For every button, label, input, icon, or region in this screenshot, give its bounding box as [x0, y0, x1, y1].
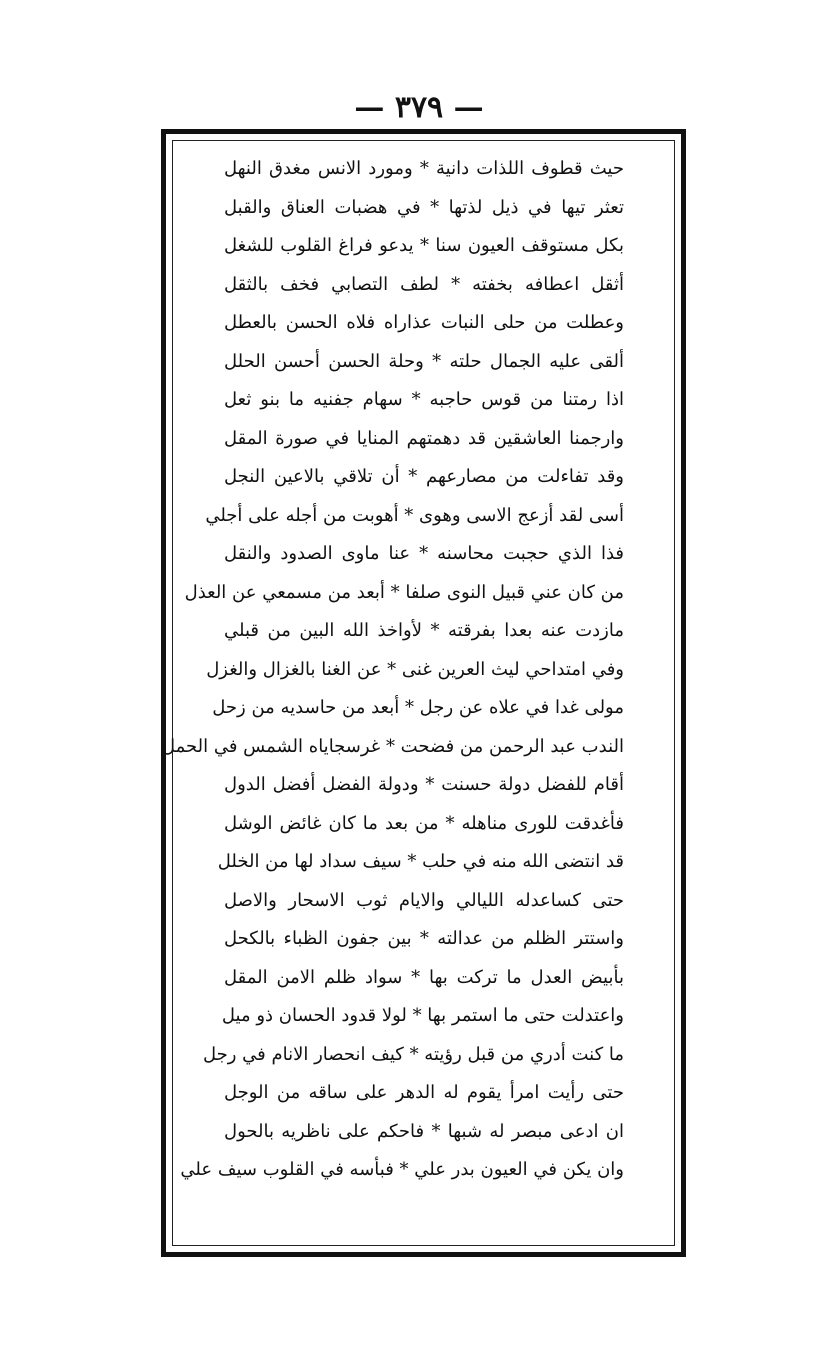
verse-line [224, 920, 624, 959]
verse-line [224, 420, 624, 459]
verse-line [224, 535, 624, 574]
verse-text: وفي امتداحي ليث العرين غنى * عن الغنا بالغزال والغزل [206, 658, 624, 680]
verse-text: بأبيض العدل ما تركت بها * سواد ظلم الامن المقل [224, 966, 624, 988]
verse-text: تعثر تيها في ذيل لذتها * في هضبات العناق والقبل [224, 196, 624, 218]
verse-line [161, 728, 624, 767]
verse-text: فأغدقت للورى مناهله * من بعد ما كان غائض الوشل [224, 812, 624, 834]
verse-line [224, 959, 624, 998]
verse-line [184, 574, 624, 613]
verse-text: وان يكن في العيون بدر علي * فبأسه في القلوب سيف علي [180, 1159, 624, 1180]
verse-text: حيث قطوف اللذات دانية * ومورد الانس مغدق النهل [224, 158, 624, 179]
verse-line [224, 1113, 624, 1152]
verse-text: ما كنت أدري من قبل رؤيته * كيف انحصار الانام في رجل [202, 1043, 624, 1065]
verse-text: وقد تفاءلت من مصارعهم * أن تلاقي بالاعين النجل [224, 466, 624, 487]
verse-line [217, 843, 624, 882]
verse-text: ألقى عليه الجمال حلته * وحلة الحسن أحسن الحلل [224, 350, 624, 372]
verse-line [224, 805, 624, 844]
verse-text: مازدت عنه بعدا بفرقته * لأواخذ الله البين من قبلي [224, 620, 624, 641]
verse-line [206, 651, 624, 690]
verse-text: واستتر الظلم من عدالته * بين جفون الظباء بالكحل [224, 928, 624, 949]
verse-line [224, 150, 624, 189]
verse-text: فذا الذي حجبت محاسنه * عنا ماوى الصدود والنقل [224, 543, 624, 564]
verse-line [202, 1036, 624, 1075]
verse-text: أثقل اعطافه بخفته * لطف التصابي فخف بالثقل [224, 273, 624, 295]
verse-text: واعتدلت حتى ما استمر بها * لولا قدود الحسان ذو ميل [221, 1005, 624, 1026]
verse-line [205, 497, 624, 536]
verse-text: مولى غدا في علاه عن رجل * أبعد من حاسديه من زحل [212, 697, 624, 718]
page-number: — ٣٧٩ — [354, 90, 484, 125]
verse-text: قد انتضى الله منه في حلب * سيف سداد لها من الخلل [217, 851, 624, 872]
verse-line [224, 766, 624, 805]
verse-line [224, 266, 624, 305]
verse-line [224, 304, 624, 343]
verse-line [180, 1151, 624, 1190]
verse-line [224, 227, 624, 266]
verse-text: أقام للفضل دولة حسنت * ودولة الفضل أفضل الدول [224, 774, 624, 795]
verse-text: وارجمنا العاشقين قد دهمتهم المنايا في صورة المقل [224, 427, 624, 449]
verse-text: الندب عبد الرحمن من فضحت * غرسجاياه الشمس في الحمل [161, 735, 624, 757]
verse-text: حتى رأيت امرأ يقوم له الدهر على ساقه من الوجل [224, 1082, 624, 1103]
verse-text: بكل مستوقف العيون سنا * يدعو فراغ القلوب للشغل [224, 235, 624, 256]
verse-text: اذا رمتنا من قوس حاجبه * سهام جفنيه ما بنو ثعل [224, 389, 624, 410]
verse-text: ان ادعى مبصر له شبها * فاحكم على ناظريه بالحول [224, 1120, 624, 1142]
verse-line [224, 343, 624, 382]
poem-verses [161, 150, 624, 1190]
verse-line [224, 612, 624, 651]
verse-line [224, 882, 624, 921]
verse-text: وعطلت من حلى النبات عذاراه فلاه الحسن بالعطل [224, 312, 624, 333]
verse-text: أسى لقد أزعج الاسى وهوى * أهوبت من أجله على أجلي [205, 504, 624, 526]
verse-line [224, 189, 624, 228]
verse-line [221, 997, 624, 1036]
verse-line [224, 381, 624, 420]
verse-line [224, 1074, 624, 1113]
verse-text: من كان عني قبيل النوى صلفا * أبعد من مسمعي عن العذل [184, 581, 624, 603]
verse-line [212, 689, 624, 728]
verse-line [224, 458, 624, 497]
verse-text: حتى كساعدله الليالي والايام ثوب الاسحار والاصل [224, 889, 624, 911]
